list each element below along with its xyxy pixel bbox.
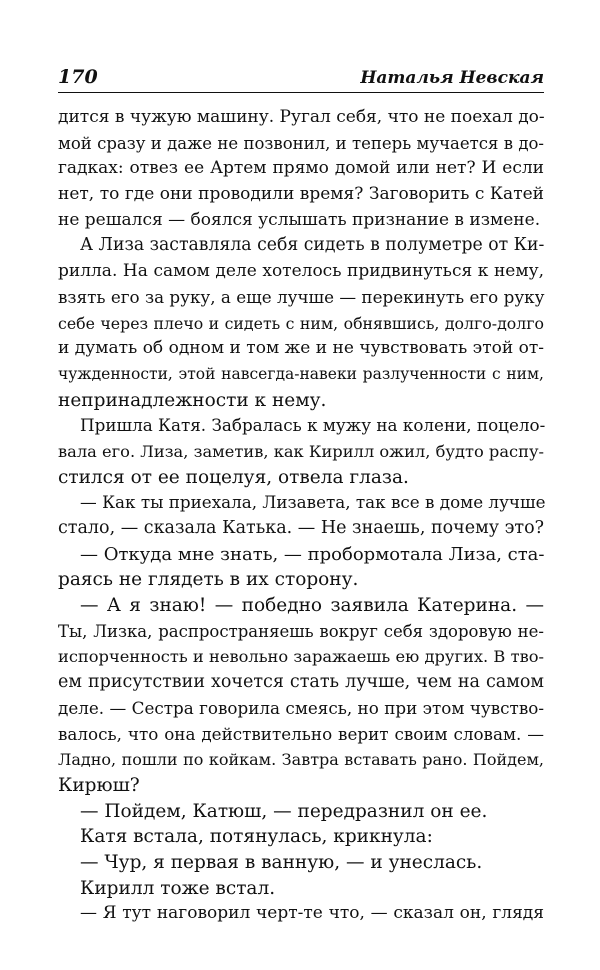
text-line: — Чур, я первая в ванную, — и унеслась.: [80, 851, 483, 873]
text-line: испорченность и невольно заражаешь ею других. В тво-: [58, 647, 544, 667]
page-number: 170: [58, 66, 98, 88]
text-line: Кирилл тоже встал.: [80, 877, 276, 899]
text-line: мой сразу и даже не позвонил, и теперь мучается в до-: [58, 133, 544, 153]
running-title-author: Наталья Невская: [360, 68, 544, 88]
book-page: [58, 62, 544, 927]
text-line: ем присутствии хочется стать лучше, чем на самом: [58, 672, 544, 693]
text-line: рилла. На самом деле хотелось придвинуться к нему,: [58, 261, 544, 282]
text-line: — Я тут наговорил черт-те что, — сказал он, глядя: [80, 903, 544, 924]
text-line: чужденности, этой навсегда-навеки разлученности с ним,: [58, 364, 544, 383]
text-line: Катя встала, потянулась, крикнула:: [80, 826, 433, 848]
text-line: Пришла Катя. Забралась к мужу на колени, поцело-: [80, 415, 546, 436]
text-line: стало, — сказала Катька. — Не знаешь, почему это?: [58, 518, 544, 538]
text-line: вала его. Лиза, заметив, как Кирилл ожил, будто распу-: [58, 441, 544, 461]
text-line: раясь не глядеть в их сторону.: [58, 569, 359, 591]
text-line: непринадлежности к нему.: [58, 389, 327, 411]
text-line: Кирюш?: [58, 774, 140, 796]
text-line: Ты, Лизка, распространяешь вокруг себя здоровую не-: [58, 621, 544, 641]
text-line: гадках: отвез ее Артем прямо домой или нет? И если: [58, 158, 544, 179]
text-line: нет, то где они проводили время? Заговорить с Катей: [58, 184, 544, 205]
text-line: А Лиза заставляла себя сидеть в полуметре от Ки-: [80, 235, 545, 256]
text-line: стился от ее поцелуя, отвела глаза.: [58, 466, 409, 488]
text-line: дится в чужую машину. Ругал себя, что не поехал до-: [58, 107, 545, 127]
body-text: [58, 105, 544, 927]
text-line: валось, что она действительно верит своим словам. —: [58, 723, 544, 744]
text-line: — Откуда мне знать, — пробормотала Лиза, ста-: [80, 543, 545, 565]
text-line: и думать об одном и том же и не чувствовать этой от-: [58, 338, 544, 359]
text-line: — Как ты приехала, Лизавета, так все в доме лучше: [80, 492, 546, 513]
text-line: — А я знаю! — победно заявила Катерина. —: [80, 595, 544, 617]
text-line: — Пойдем, Катюш, — передразнил он ее.: [80, 800, 488, 822]
text-line: себе через плечо и сидеть с ним, обнявшись, долго-долго: [58, 313, 544, 333]
text-line: не решался — боялся услышать признание в измене.: [58, 209, 541, 230]
text-line: взять его за руку, а еще лучше — перекинуть его руку: [58, 286, 545, 307]
text-line: Ладно, пошли по койкам. Завтра вставать рано. Пойдем,: [58, 750, 544, 770]
running-header: [58, 62, 544, 93]
text-line: деле. — Сестра говорила смеясь, но при этом чувство-: [58, 697, 544, 718]
